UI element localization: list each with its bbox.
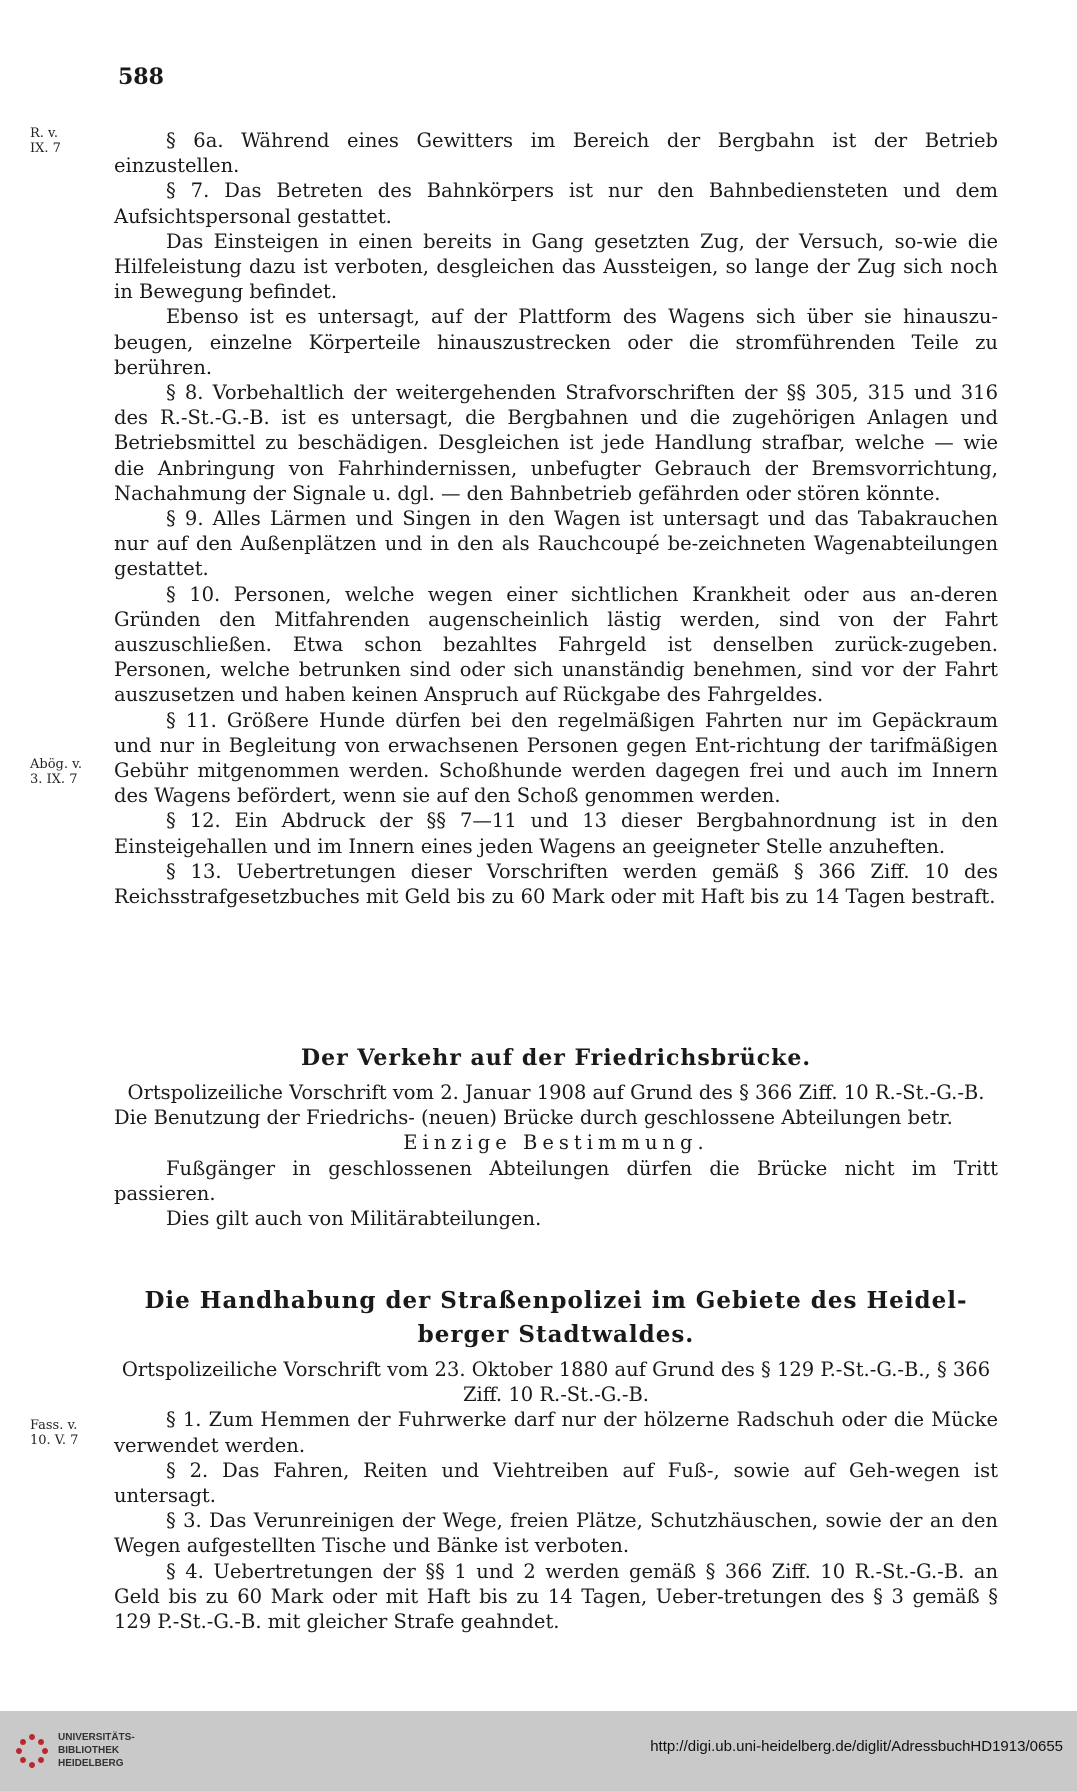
footer-bar [0, 1711, 1077, 1791]
source-url[interactable]: http://digi.ub.uni-heidelberg.de/diglit/AdressbuchHD1913/0655 [650, 1738, 1063, 1755]
paragraph-1: § 1. Zum Hemmen der Fuhrwerke darf nur der hölzerne Radschuh oder die Mücke verwendet werden. [114, 1408, 998, 1457]
paragraph-6a: § 6a. Während eines Gewitters im Bereich der Bergbahn ist der Betrieb einzustellen. [114, 129, 998, 178]
paragraph-7c: Ebenso ist es untersagt, auf der Plattform des Wagens sich über sie hinauszu-beugen, einzelne Körperteile hinauszustrecken oder die stromführenden Teile zu berühren. [114, 305, 998, 379]
margin-note: R. v. IX. 7 [30, 126, 61, 156]
regulation-source: Ortspolizeiliche Vorschrift vom 23. Oktober 1880 auf Grund des § 129 P.-St.-G.-B., § 366 Ziff. 10 R.-St.-G.-B. [121, 1358, 991, 1407]
section-heading-line: berger Stadtwaldes. [417, 1321, 695, 1348]
regulation-subheading: Einzige Bestimmung. [403, 1131, 709, 1155]
paragraph-7: § 7. Das Betreten des Bahnkörpers ist nur den Bahnbediensteten und dem Aufsichtspersonal gestattet. [114, 179, 998, 228]
regulation-source: Ortspolizeiliche Vorschrift vom 2. Januar 1908 auf Grund des § 366 Ziff. 10 R.-St.-G.-B. [127, 1081, 985, 1104]
paragraph-7b: Das Einsteigen in einen bereits in Gang gesetzten Zug, der Versuch, so-wie die Hilfeleistung dazu ist verboten, desgleichen das Aussteigen, so lange der Zug sich noch in Bewegung befindet. [114, 229, 998, 304]
paragraph-3: § 3. Das Verunreinigen der Wege, freien Plätze, Schutzhäuschen, sowie der an den Wegen aufgestellten Tische und Bänke ist verboten. [114, 1509, 998, 1558]
paragraph-9: § 9. Alles Lärmen und Singen in den Wagen ist untersagt und das Tabakrauchen nur auf den Außenplätzen und in den als Rauchcoupé be-zeichneten Wagenabteilungen gestattet. [114, 507, 998, 581]
regulation-paragraph: Dies gilt auch von Militärabteilungen. [166, 1207, 542, 1231]
paragraph-12: § 12. Ein Abdruck der §§ 7—11 und 13 dieser Bergbahnordnung ist in den Einsteigehallen und im Innern eines jeden Wagens an geeigneter Stelle anzuheften. [114, 809, 998, 858]
paragraph-8: § 8. Vorbehaltlich der weitergehenden Strafvorschriften der §§ 305, 315 und 316 des R.-St.-G.-B. ist es untersagt, die Bergbahnen und die zugehörigen Anlagen und Betriebsmittel zu beschädigen. Desgleichen ist jede Handlung strafbar, welche — wie die Anbringung von Fahrhindernissen, unbefugter Gebrauch der Bremsvorrichtung, Nachahmung der Signale u. dgl. — den Bahnbetrieb gefährden oder stören könnte. [114, 381, 998, 505]
section-heading-stadtwald [114, 1284, 998, 1352]
regulation-subject: Die Benutzung der Friedrichs- (neuen) Brücke durch geschlossene Abteilungen betr. [114, 1106, 953, 1130]
margin-note: Fass. v. 10. V. 7 [30, 1418, 79, 1448]
university-library-logo-icon [12, 1731, 52, 1771]
section-heading-friedrichsbruecke: Der Verkehr auf der Friedrichsbrücke. [301, 1045, 811, 1071]
margin-note: Abög. v. 3. IX. 7 [30, 757, 83, 787]
bergbahn-regulations [114, 128, 998, 909]
stadtwald-regulation [114, 1357, 998, 1634]
regulation-paragraph: Fußgänger in geschlossenen Abteilungen dürfen die Brücke nicht im Tritt passieren. [114, 1156, 998, 1205]
paragraph-11: § 11. Größere Hunde dürfen bei den regelmäßigen Fahrten nur im Gepäckraum und nur in Begleitung von erwachsenen Personen gegen Ent-richtung der tarifmäßigen Gebühr mitgenommen werden. Schoßhunde werden dagegen frei und auch im Innern des Wagens befördert, wenn sie auf den Schoß genommen werden. [114, 708, 998, 808]
paragraph-2: § 2. Das Fahren, Reiten und Viehtreiben auf Fuß-, sowie auf Geh-wegen ist untersagt. [114, 1458, 998, 1508]
paragraph-10: § 10. Personen, welche wegen einer sichtlichen Krankheit oder aus an-deren Gründen den Mitfahrenden augenscheinlich lästig werden, sind von der Fahrt auszuschließen. Etwa schon bezahltes Fahrgeld ist denselben zurück-zugeben. Personen, welche betrunken sind oder sich unanständig benehmen, sind vor der Fahrt auszusetzen und haben keinen Anspruch auf Rückgabe des Fahrgeldes. [114, 582, 998, 707]
paragraph-4: § 4. Uebertretungen der §§ 1 und 2 werden gemäß § 366 Ziff. 10 R.-St.-G.-B. an Geld bis zu 60 Mark oder mit Haft bis zu 14 Tagen, Ueber-tretungen des § 3 gemäß § 129 P.-St.-G.-B. mit gleicher Strafe geahndet. [114, 1559, 998, 1634]
paragraph-13: § 13. Uebertretungen dieser Vorschriften werden gemäß § 366 Ziff. 10 des Reichsstrafgesetzbuches mit Geld bis zu 60 Mark oder mit Haft bis zu 14 Tagen bestraft. [114, 859, 998, 909]
page-number: 588 [118, 64, 164, 90]
library-name: UNIVERSITÄTS- BIBLIOTHEK HEIDELBERG [58, 1732, 135, 1769]
section-heading-line: Die Handhabung der Straßenpolizei im Gebiete des Heidel- [144, 1287, 968, 1314]
friedrichsbruecke-regulation [114, 1080, 998, 1231]
